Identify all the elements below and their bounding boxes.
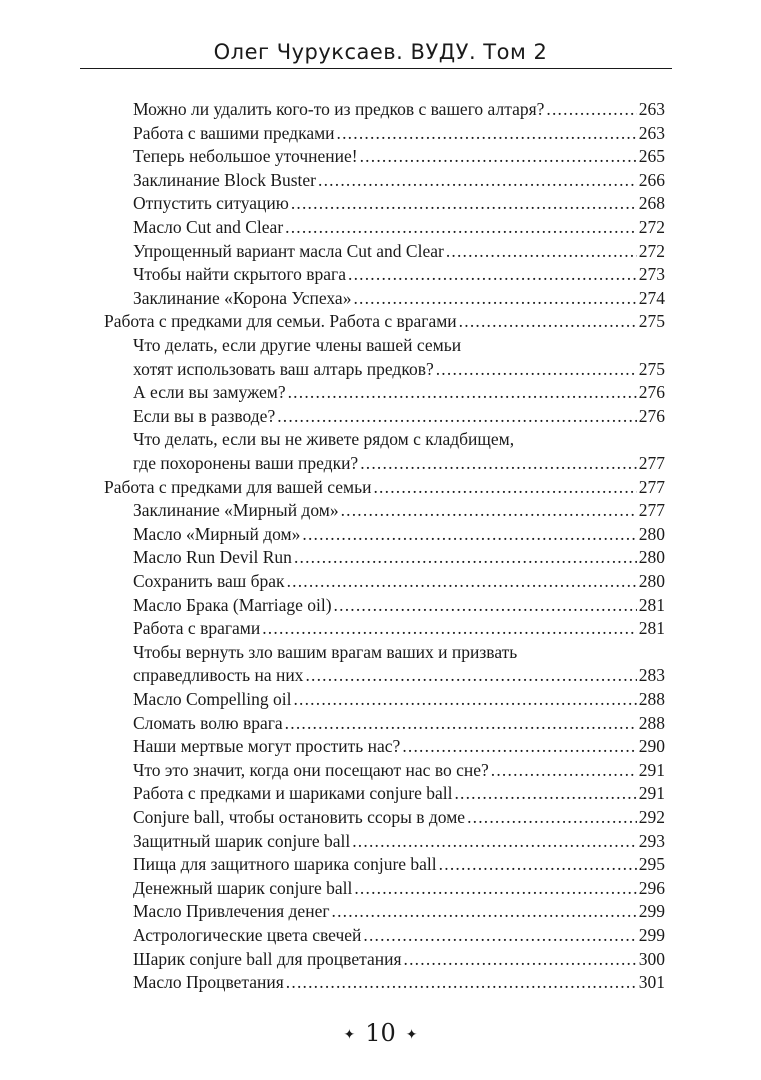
toc-entry: [133, 404, 665, 428]
toc-entry: [133, 734, 665, 758]
toc-entry-title: Conjure ball, чтобы остановить ссоры в доме: [133, 807, 466, 827]
toc-entry: [133, 522, 665, 546]
toc-entry-title: Заклинание «Корона Успеха»: [133, 287, 352, 308]
toc-entry-title: Масло Брака (Marriage oil): [133, 594, 332, 615]
dot-leader: [286, 970, 637, 994]
toc-entry-page: 263: [638, 122, 665, 143]
toc-entry: [133, 876, 665, 900]
dot-leader: [404, 947, 637, 971]
toc-entry: [133, 545, 665, 569]
toc-entry: [133, 97, 665, 121]
dot-leader: [285, 711, 637, 735]
toc-section-entry: [104, 475, 665, 499]
toc-entry: [133, 286, 665, 310]
toc-entry-page: 299: [638, 925, 665, 945]
toc-entry-page: 272: [638, 240, 665, 261]
toc-entry-page: 272: [638, 217, 665, 237]
toc-entry-page: 273: [638, 264, 665, 285]
toc-entry-page: 288: [638, 689, 665, 709]
toc-entry: [133, 144, 665, 168]
toc-entry-title: Работа с предками для семьи. Работа с врагами: [104, 311, 457, 332]
toc-entry-page: 277: [638, 453, 665, 473]
dot-leader: [354, 876, 636, 900]
toc-entry-title: Работа с вашими предками: [133, 122, 335, 143]
toc-entry-title: где похоронены ваши предки?: [133, 453, 359, 473]
toc-entry-page: 300: [638, 948, 665, 969]
toc-entry-title: Теперь небольшое уточнение!: [133, 146, 358, 167]
dot-leader: [360, 144, 637, 168]
header-rule: [80, 68, 672, 69]
toc-entry-wrapline: Что делать, если другие члены вашей семьи: [133, 335, 462, 355]
toc-entry-page: 291: [638, 759, 665, 780]
toc-entry-title: Работа с врагами: [133, 618, 261, 639]
toc-entry-page: 277: [638, 500, 665, 521]
dot-leader: [459, 309, 637, 333]
dot-leader: [285, 215, 637, 239]
toc-entry-title: Работа с предками для вашей семьи: [104, 476, 372, 497]
toc-entry-page: 265: [638, 146, 665, 167]
toc-entry-title: Сломать волю врага: [133, 712, 283, 733]
toc-entry-page: 275: [638, 358, 665, 379]
dot-leader: [334, 593, 637, 617]
toc-entry: [133, 451, 665, 475]
toc-entry-title: Астрологические цвета свечей: [133, 925, 362, 945]
dot-leader: [454, 781, 636, 805]
toc-entry-title: Масло Процветания: [133, 972, 284, 993]
toc-entry-title: Масло Cut and Clear: [133, 217, 284, 237]
toc-entry-title: Шарик conjure ball для процветания: [133, 948, 402, 969]
page-footer: [0, 1019, 761, 1047]
dot-leader: [439, 852, 637, 876]
toc-entry: [133, 805, 665, 829]
toc-entry-page: 281: [638, 594, 665, 615]
dot-leader: [337, 121, 637, 145]
dot-leader: [293, 687, 636, 711]
toc-entry-wrapline: Чтобы вернуть зло вашим врагам ваших и призвать: [133, 641, 518, 662]
dot-leader: [341, 498, 637, 522]
toc-entry: [133, 687, 665, 711]
toc-entry: [133, 569, 665, 593]
dot-leader: [352, 829, 637, 853]
toc-entry: [133, 899, 665, 923]
toc-entry-page: 293: [638, 830, 665, 851]
dot-leader: [363, 923, 636, 947]
toc-entry-page: 276: [638, 382, 665, 403]
toc-entry-page: 266: [638, 169, 665, 190]
toc-entry-title: Защитный шарик conjure ball: [133, 830, 351, 851]
toc-entry: [133, 852, 665, 876]
page-number: 10: [365, 1019, 396, 1047]
dot-leader: [360, 451, 637, 475]
toc-entry-page: 288: [638, 712, 665, 733]
toc-entry-page: 296: [638, 877, 665, 898]
dot-leader: [287, 569, 637, 593]
toc-entry-title: Упрощенный вариант масла Cut and Clear: [133, 240, 444, 261]
dot-leader: [294, 545, 637, 569]
toc-entry-page: 280: [638, 547, 665, 568]
toc-entry-title: Масло «Мирный дом»: [133, 523, 301, 544]
toc-entry: [133, 121, 665, 145]
toc-entry-title: Пища для защитного шарика conjure ball: [133, 854, 437, 875]
dot-leader: [348, 262, 637, 286]
toc-entry: [133, 711, 665, 735]
toc-entry-page: 295: [638, 854, 665, 875]
dot-leader: [277, 404, 637, 428]
toc-entry-page: 280: [638, 523, 665, 544]
toc-entry-page: 291: [638, 783, 665, 804]
toc-entry-wrapline: Что делать, если вы не живете рядом с кладбищем,: [133, 429, 515, 450]
toc-entry: [133, 168, 665, 192]
ornament-right-icon: ✦: [405, 1026, 418, 1043]
toc-entry: [133, 498, 665, 522]
toc-entry-page: 280: [638, 571, 665, 591]
dot-leader: [291, 191, 637, 215]
dot-leader: [353, 286, 636, 310]
toc-entry-title: Сохранить ваш брак: [133, 571, 285, 591]
toc-entry-page: 292: [638, 807, 665, 827]
toc-entry: [133, 262, 665, 286]
toc-entry-title: Масло Compelling oil: [133, 689, 292, 709]
toc-entry-page: 277: [638, 476, 665, 497]
toc-entry-page: 268: [638, 193, 665, 214]
toc-entry-title: Масло Run Devil Run: [133, 547, 292, 568]
toc-entry: [133, 357, 665, 381]
toc-entry: [133, 923, 665, 947]
toc-entry-title: Если вы в разводе?: [133, 405, 276, 426]
dot-leader: [546, 97, 636, 121]
toc-entry-page: 281: [638, 618, 665, 639]
dot-leader: [288, 380, 637, 404]
toc-entry: [133, 380, 665, 404]
dot-leader: [467, 805, 637, 829]
dot-leader: [446, 239, 637, 263]
dot-leader: [402, 734, 636, 758]
toc-entry-title: Чтобы найти скрытого врага: [133, 264, 346, 285]
dot-leader: [491, 758, 637, 782]
toc-entry-page: 275: [638, 311, 665, 332]
toc-entry-title: А если вы замужем?: [133, 382, 286, 403]
dot-leader: [318, 168, 637, 192]
dot-leader: [302, 522, 636, 546]
toc-entry: [133, 191, 665, 215]
toc-entry: [133, 593, 665, 617]
toc-entry-page: 274: [638, 287, 665, 308]
toc-entry: [133, 781, 665, 805]
toc-entry-page: 299: [638, 901, 665, 922]
toc-entry-title: Работа с предками и шариками conjure ball: [133, 783, 453, 804]
dot-leader: [305, 663, 636, 687]
toc-entry-title: Денежный шарик conjure ball: [133, 877, 353, 898]
toc-entry: [133, 663, 665, 687]
toc-entry-title: Что это значит, когда они посещают нас во сне?: [133, 759, 489, 780]
toc-section-entry: [104, 309, 665, 333]
toc-entry-title: Наши мертвые могут простить нас?: [133, 736, 401, 757]
toc-entry-title: справедливость на них: [133, 665, 304, 686]
toc-entry-page: 290: [638, 736, 665, 757]
ornament-left-icon: ✦: [343, 1026, 356, 1043]
dot-leader: [373, 475, 636, 499]
toc-entry-page: 301: [638, 972, 665, 993]
toc-entry: [133, 970, 665, 994]
toc-entry: [133, 758, 665, 782]
toc-entry: [133, 239, 665, 263]
dot-leader: [262, 616, 637, 640]
toc-entry-page: 283: [638, 665, 665, 686]
toc-entry: [133, 616, 665, 640]
toc-entry-page: 263: [638, 99, 665, 119]
dot-leader: [332, 899, 637, 923]
dot-leader: [436, 357, 637, 381]
toc-entry-title: хотят использовать ваш алтарь предков?: [133, 358, 434, 379]
toc-entry-title: Отпустить ситуацию: [133, 193, 289, 214]
toc-entry-title: Заклинание «Мирный дом»: [133, 500, 339, 521]
toc-entry: [133, 215, 665, 239]
toc-entry-title: Масло Привлечения денег: [133, 901, 330, 922]
toc-entry-page: 276: [638, 405, 665, 426]
toc-entry: [133, 947, 665, 971]
running-header: Олег Чуруксаев. ВУДУ. Том 2: [213, 40, 548, 64]
toc-entry-title: Заклинание Block Buster: [133, 169, 317, 190]
toc-entry: [133, 829, 665, 853]
toc-entry-title: Можно ли удалить кого-то из предков с вашего алтаря?: [133, 99, 545, 119]
